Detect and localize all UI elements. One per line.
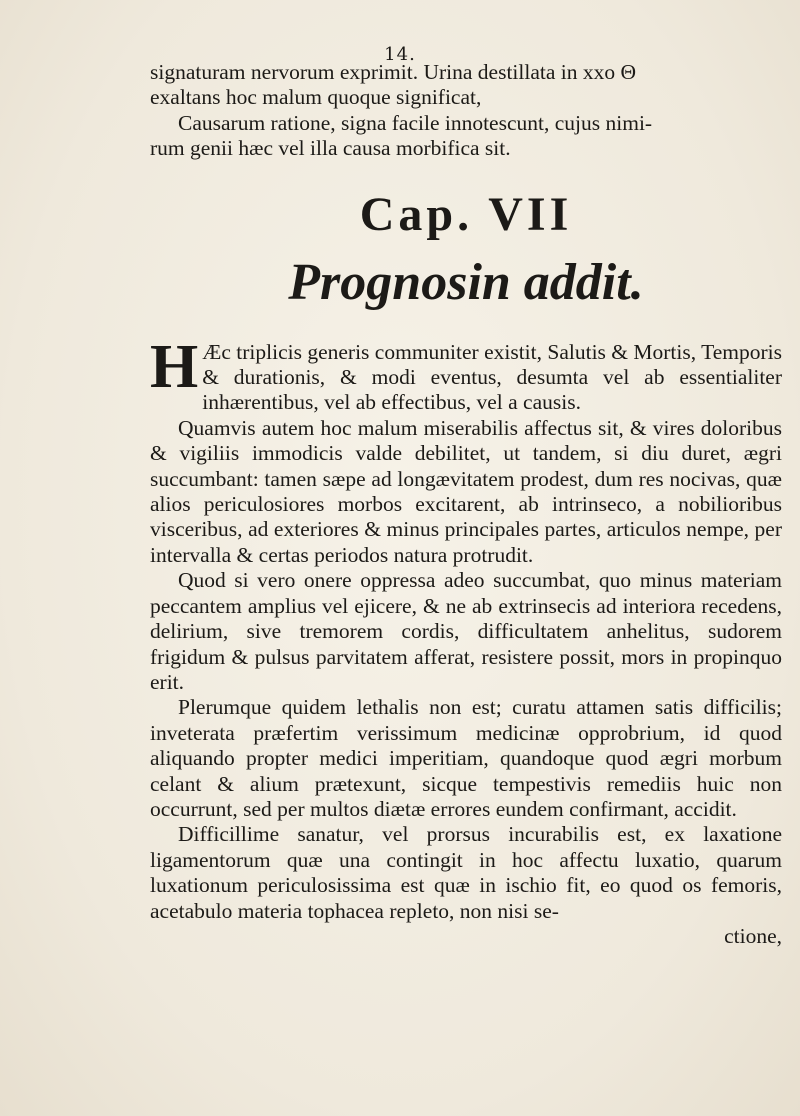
paragraph-5: Difficillime sanatur, vel prorsus incurabilis est, ex laxatione ligamentorum quæ una contingit in hoc affectu luxatio, quarum luxationum periculosissima est quæ in ischio fit, eo quod os femoris, acetabulo materia tophacea repleto, non nisi se- xyxy=(150,822,782,923)
paragraph-3: Quod si vero onere oppressa adeo succumbat, quo minus materiam peccantem amplius vel ejicere, & ne ab extrinsecis ad interiora recedens, delirium, sive tremorem cordis, difficultatem anhelitus, sudorem frigidum & pulsus parvitatem afferat, resistere possit, mors in propinquo erit. xyxy=(150,568,782,694)
chapter-heading: Cap. VII xyxy=(359,187,573,241)
top-line-3: Causarum ratione, signa facile innotescunt, cujus nimi- xyxy=(178,110,653,135)
top-line-4: rum genii hæc vel illa causa morbifica sit. xyxy=(150,136,511,161)
page-number: 14. xyxy=(384,44,416,65)
text-block xyxy=(150,60,782,949)
paragraph-4: Plerumque quidem lethalis non est; curatu attamen satis difficilis; inveterata præfertim verissimum medicinæ opprobrium, id quod aliquando propter medici imperitiam, quandoque quod ægri morbum celant & alium prætexunt, sicque tempestivis remediis huic non occurrunt, sed per multos diætæ errores eundem confirmant, accidit. xyxy=(150,695,782,821)
drop-cap: H xyxy=(150,332,199,401)
top-line-1: signaturam nervorum exprimit. Urina destillata in xxo Θ xyxy=(150,60,637,84)
chapter-subtitle: Prognosin addit. xyxy=(288,253,644,311)
catchword: ctione, xyxy=(724,923,782,948)
paragraph-2: Quamvis autem hoc malum miserabilis affectus sit, & vires doloribus & vigiliis immodicis valde debilitet, ut tandem, si diu duret, ægri succumbant: tamen sæpe ad longævitatem prodest, dum res nocivas, quæ alios periculosiores morbos excitarent, ab intrinseco, a nobilioribus visceribus, ad exteriores & minus principales partes, articulos nempe, per intervalla & certas periodos natura protrudit. xyxy=(150,415,782,567)
top-line-2: exaltans hoc malum quoque significat, xyxy=(150,85,482,110)
paragraph-1-text: Æc triplicis generis communiter existit, Salutis & Mortis, Temporis & durationis, & modi eventus, desumta vel ab essentialiter inhærentibus, vel ab effectibus, vel a causis. xyxy=(202,339,782,415)
paragraph-1 xyxy=(150,332,782,416)
